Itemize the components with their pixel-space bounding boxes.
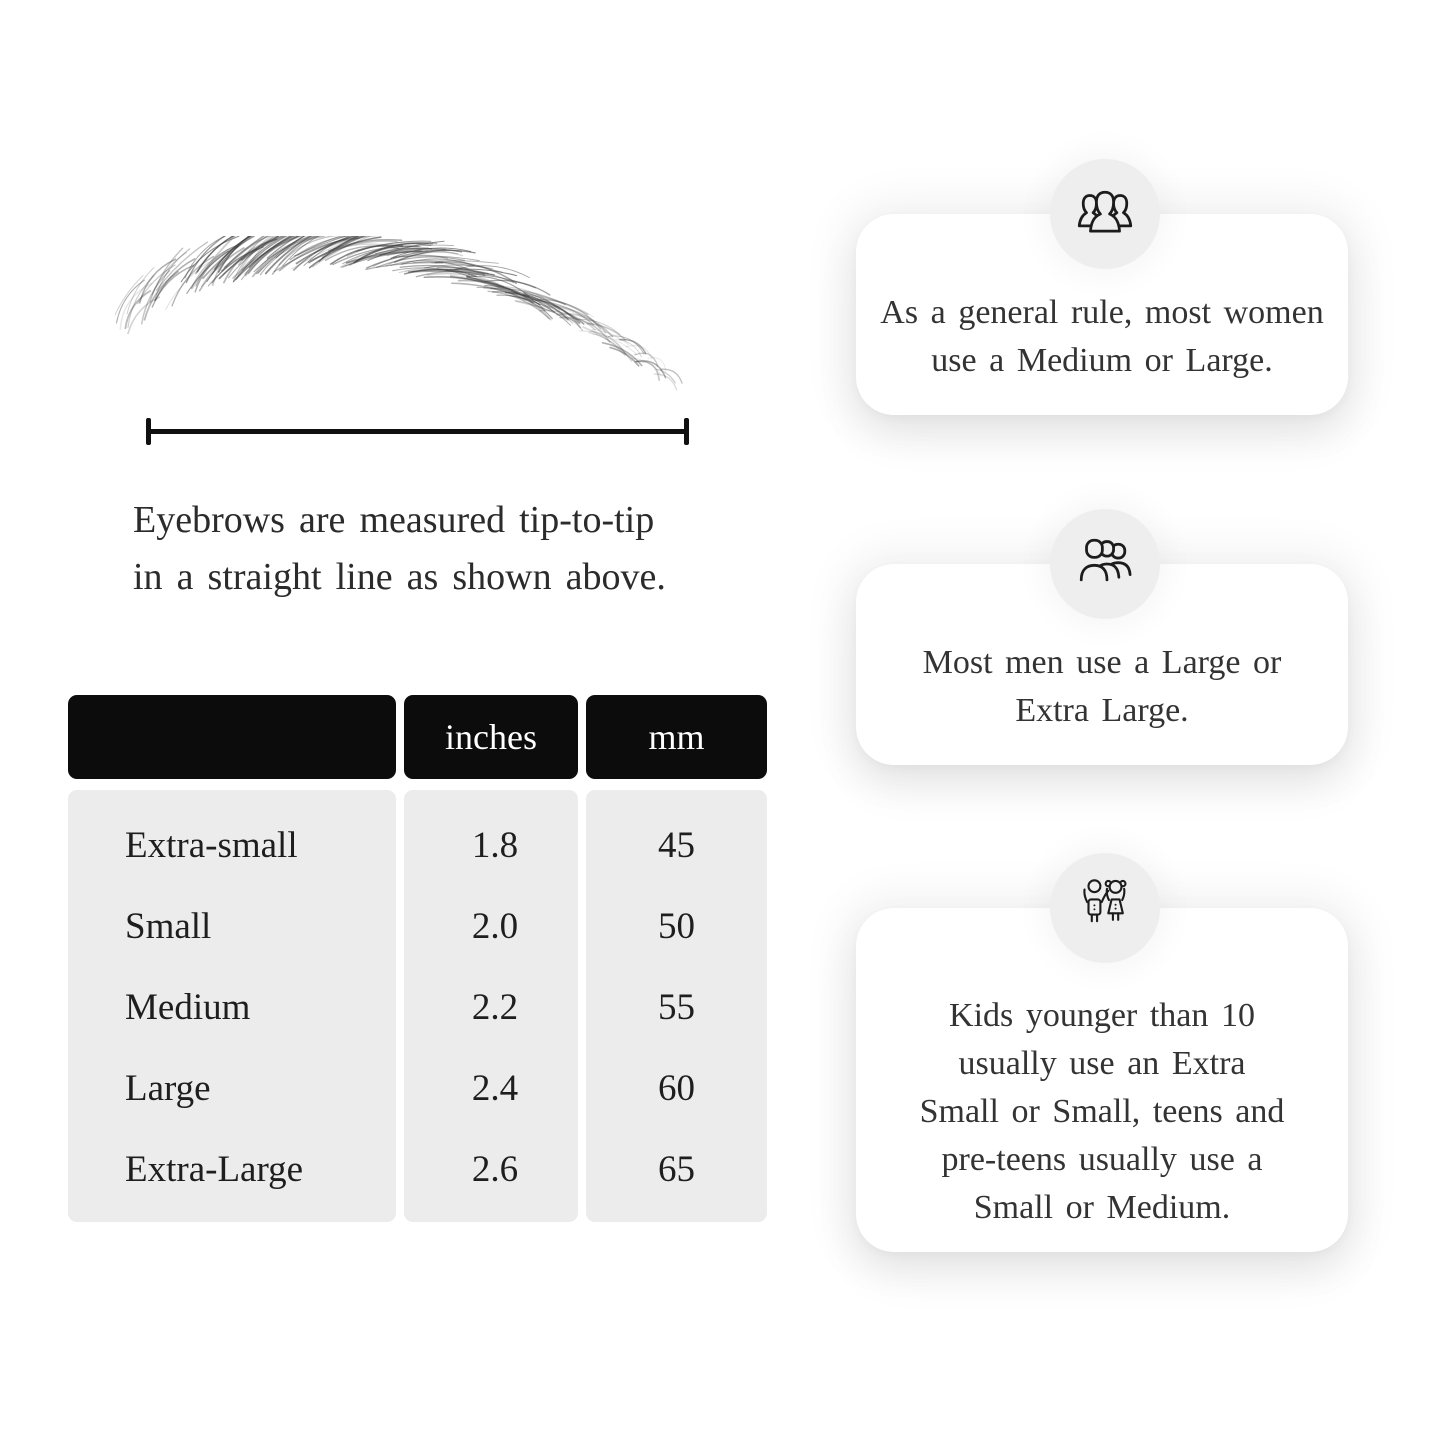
mm-value: 55	[658, 987, 695, 1028]
card-text-line: Most men use a Large or	[922, 644, 1282, 681]
caption-line-1: Eyebrows are measured tip-to-tip	[133, 499, 655, 541]
card-text-line: pre-teens usually use a	[941, 1141, 1263, 1178]
table-row	[68, 886, 767, 967]
card-text-line: usually use an Extra	[958, 1045, 1246, 1082]
card-text-line: use a Medium or Large.	[931, 342, 1273, 379]
card-text-line: As a general rule, most women	[880, 294, 1324, 331]
mm-value: 65	[658, 1149, 695, 1190]
measurement-line	[148, 429, 687, 434]
caption-line-2: in a straight line as shown above.	[133, 556, 666, 598]
size-label: Extra-Large	[125, 1149, 304, 1190]
size-label: Medium	[125, 987, 251, 1028]
size-label: Extra-small	[125, 825, 298, 866]
eyebrow-illustration	[115, 236, 695, 396]
mm-value: 50	[658, 906, 695, 947]
mm-value: 45	[658, 825, 695, 866]
inches-value: 2.2	[471, 987, 519, 1028]
card-text-line: Small or Medium.	[973, 1189, 1231, 1226]
measurement-caption	[133, 492, 666, 606]
women-group-icon	[1050, 159, 1160, 269]
inches-value: 2.6	[471, 1149, 519, 1190]
table-header-inches: inches	[404, 695, 578, 779]
table-header-mm: mm	[586, 695, 767, 779]
inches-value: 2.4	[471, 1068, 519, 1109]
table-header-size	[68, 695, 396, 779]
inches-value: 2.0	[471, 906, 519, 947]
mm-value: 60	[658, 1068, 695, 1109]
card-text-line: Small or Small, teens and	[919, 1093, 1285, 1130]
table-row	[68, 1129, 767, 1210]
card-text-line: Extra Large.	[1015, 692, 1189, 729]
size-table-rows	[68, 790, 767, 1222]
men-group-icon	[1050, 509, 1160, 619]
table-row	[68, 805, 767, 886]
size-label: Large	[125, 1068, 211, 1109]
table-row	[68, 967, 767, 1048]
inches-value: 1.8	[471, 825, 519, 866]
table-row	[68, 1048, 767, 1129]
card-text-line: Kids younger than 10	[949, 997, 1255, 1034]
size-label: Small	[125, 906, 212, 947]
kids-icon	[1050, 853, 1160, 963]
